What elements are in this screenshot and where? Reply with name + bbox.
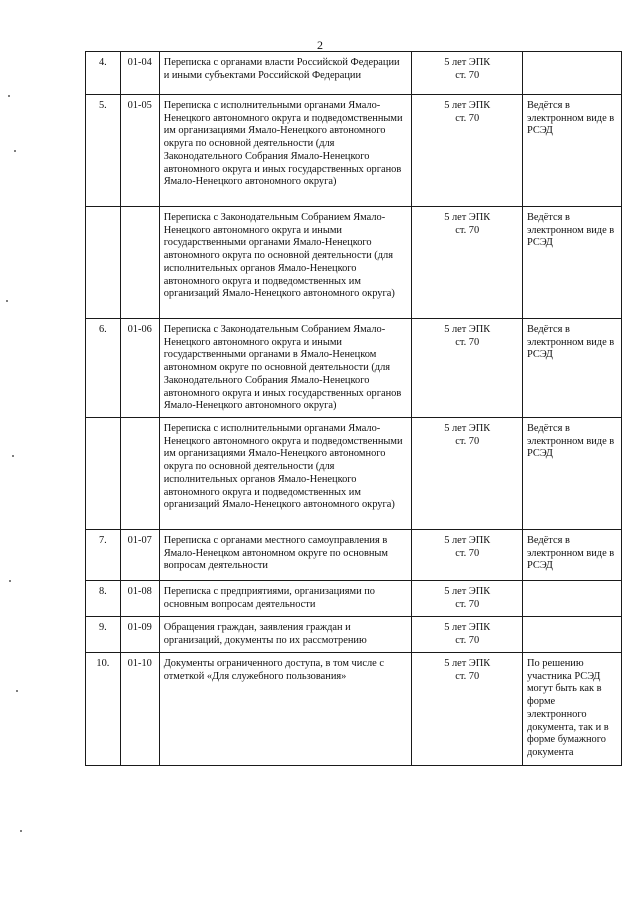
table-row bbox=[86, 653, 622, 766]
row-retention bbox=[412, 617, 523, 653]
retention-article: ст. 70 bbox=[455, 435, 480, 447]
table-row bbox=[86, 581, 622, 617]
row-title: Переписка с Законодательным Собранием Ямало-Ненецкого автономного округа и иными государственными органами Ямало-Ненецкого автономного округа по основной деятельности (для исполнительных органов Ямало-Ненецкого автономного округа и подведомственных им организаций Ямало-Ненецкого автономного округа) bbox=[159, 207, 412, 319]
table-row bbox=[86, 95, 622, 207]
row-note bbox=[522, 581, 621, 617]
scan-speck bbox=[8, 95, 10, 97]
retention-term: 5 лет ЭПК bbox=[444, 622, 491, 633]
scan-speck bbox=[14, 150, 16, 152]
row-index-code: 01-04 bbox=[120, 52, 159, 95]
row-note: Ведётся в электронном виде в РСЭД bbox=[522, 418, 621, 530]
row-retention bbox=[412, 530, 523, 581]
retention-term: 5 лет ЭПК bbox=[444, 586, 491, 597]
row-note bbox=[522, 617, 621, 653]
table-row bbox=[86, 207, 622, 319]
row-number: 7. bbox=[86, 530, 121, 581]
row-index-code: 01-08 bbox=[120, 581, 159, 617]
row-retention bbox=[412, 653, 523, 766]
retention-term: 5 лет ЭПК bbox=[444, 212, 491, 223]
row-retention bbox=[412, 52, 523, 95]
row-index-code: 01-05 bbox=[120, 95, 159, 207]
retention-term: 5 лет ЭПК bbox=[444, 324, 491, 335]
retention-article: ст. 70 bbox=[455, 112, 480, 124]
table-row bbox=[86, 52, 622, 95]
row-index-code bbox=[120, 207, 159, 319]
row-note: Ведётся в электронном виде в РСЭД bbox=[522, 95, 621, 207]
document-table bbox=[85, 51, 622, 766]
row-title: Обращения граждан, заявления граждан и организаций, документы по их рассмотрению bbox=[159, 617, 412, 653]
scan-speck bbox=[16, 690, 18, 692]
row-index-code bbox=[120, 418, 159, 530]
retention-term: 5 лет ЭПК bbox=[444, 100, 491, 111]
retention-article: ст. 70 bbox=[455, 634, 480, 646]
retention-article: ст. 70 bbox=[455, 670, 480, 682]
page-number: 2 bbox=[317, 38, 323, 52]
row-number: 8. bbox=[86, 581, 121, 617]
retention-article: ст. 70 bbox=[455, 69, 480, 81]
row-title: Переписка с органами местного самоуправления в Ямало-Ненецком автономном округе по основным вопросам деятельности bbox=[159, 530, 412, 581]
row-number: 9. bbox=[86, 617, 121, 653]
retention-term: 5 лет ЭПК bbox=[444, 423, 491, 434]
retention-article: ст. 70 bbox=[455, 598, 480, 610]
table-row bbox=[86, 617, 622, 653]
row-number: 10. bbox=[86, 653, 121, 766]
row-title: Переписка с предприятиями, организациями по основным вопросам деятельности bbox=[159, 581, 412, 617]
row-note bbox=[522, 52, 621, 95]
retention-term: 5 лет ЭПК bbox=[444, 658, 491, 669]
row-number bbox=[86, 418, 121, 530]
table-row bbox=[86, 418, 622, 530]
scan-speck bbox=[6, 300, 8, 302]
row-retention bbox=[412, 95, 523, 207]
table-row bbox=[86, 530, 622, 581]
row-retention bbox=[412, 207, 523, 319]
row-index-code: 01-10 bbox=[120, 653, 159, 766]
scan-speck bbox=[20, 830, 22, 832]
row-retention bbox=[412, 319, 523, 418]
row-note: Ведётся в электронном виде в РСЭД bbox=[522, 207, 621, 319]
table-row bbox=[86, 319, 622, 418]
row-title: Переписка с исполнительными органами Ямало-Ненецкого автономного округа и подведомственными им организациями Ямало-Ненецкого автономного округа по основной деятельности (для исполнительных органов Ямало-Ненецкого автономного округа и подведомственных им организаций Ямало-Ненецкого автономного округа) bbox=[159, 418, 412, 530]
row-retention bbox=[412, 418, 523, 530]
row-title: Переписка с органами власти Российской Федерации и иными субъектами Российской Федерации bbox=[159, 52, 412, 95]
row-retention bbox=[412, 581, 523, 617]
row-note: Ведётся в электронном виде в РСЭД bbox=[522, 530, 621, 581]
row-index-code: 01-06 bbox=[120, 319, 159, 418]
row-index-code: 01-07 bbox=[120, 530, 159, 581]
row-note: Ведётся в электронном виде в РСЭД bbox=[522, 319, 621, 418]
row-number bbox=[86, 207, 121, 319]
retention-term: 5 лет ЭПК bbox=[444, 57, 491, 68]
row-title: Переписка с исполнительными органами Ямало-Ненецкого автономного округа и подведомственными им организациями Ямало-Ненецкого автономного округа по основной деятельности (для Законодательного Собрания Ямало-Ненецкого автономного округа и иных государственных органов Ямало-Ненецкого автономного округа) bbox=[159, 95, 412, 207]
scan-speck bbox=[9, 580, 11, 582]
retention-term: 5 лет ЭПК bbox=[444, 535, 491, 546]
row-title: Переписка с Законодательным Собранием Ямало-Ненецкого автономного округа и иными государственными органами в Ямало-Ненецком автономном округе по основной деятельности (для Законодательного Собрания Ямало-Ненецкого автономного округа и иных государственных органов Ямало-Ненецкого автономного округа) bbox=[159, 319, 412, 418]
row-note: По решению участника РСЭД могут быть как в форме электронного документа, так и в форме бумажного документа bbox=[522, 653, 621, 766]
row-number: 5. bbox=[86, 95, 121, 207]
row-number: 6. bbox=[86, 319, 121, 418]
retention-article: ст. 70 bbox=[455, 547, 480, 559]
retention-article: ст. 70 bbox=[455, 224, 480, 236]
row-index-code: 01-09 bbox=[120, 617, 159, 653]
row-title: Документы ограниченного доступа, в том числе с отметкой «Для служебного пользования» bbox=[159, 653, 412, 766]
scan-speck bbox=[12, 455, 14, 457]
row-number: 4. bbox=[86, 52, 121, 95]
retention-article: ст. 70 bbox=[455, 336, 480, 348]
